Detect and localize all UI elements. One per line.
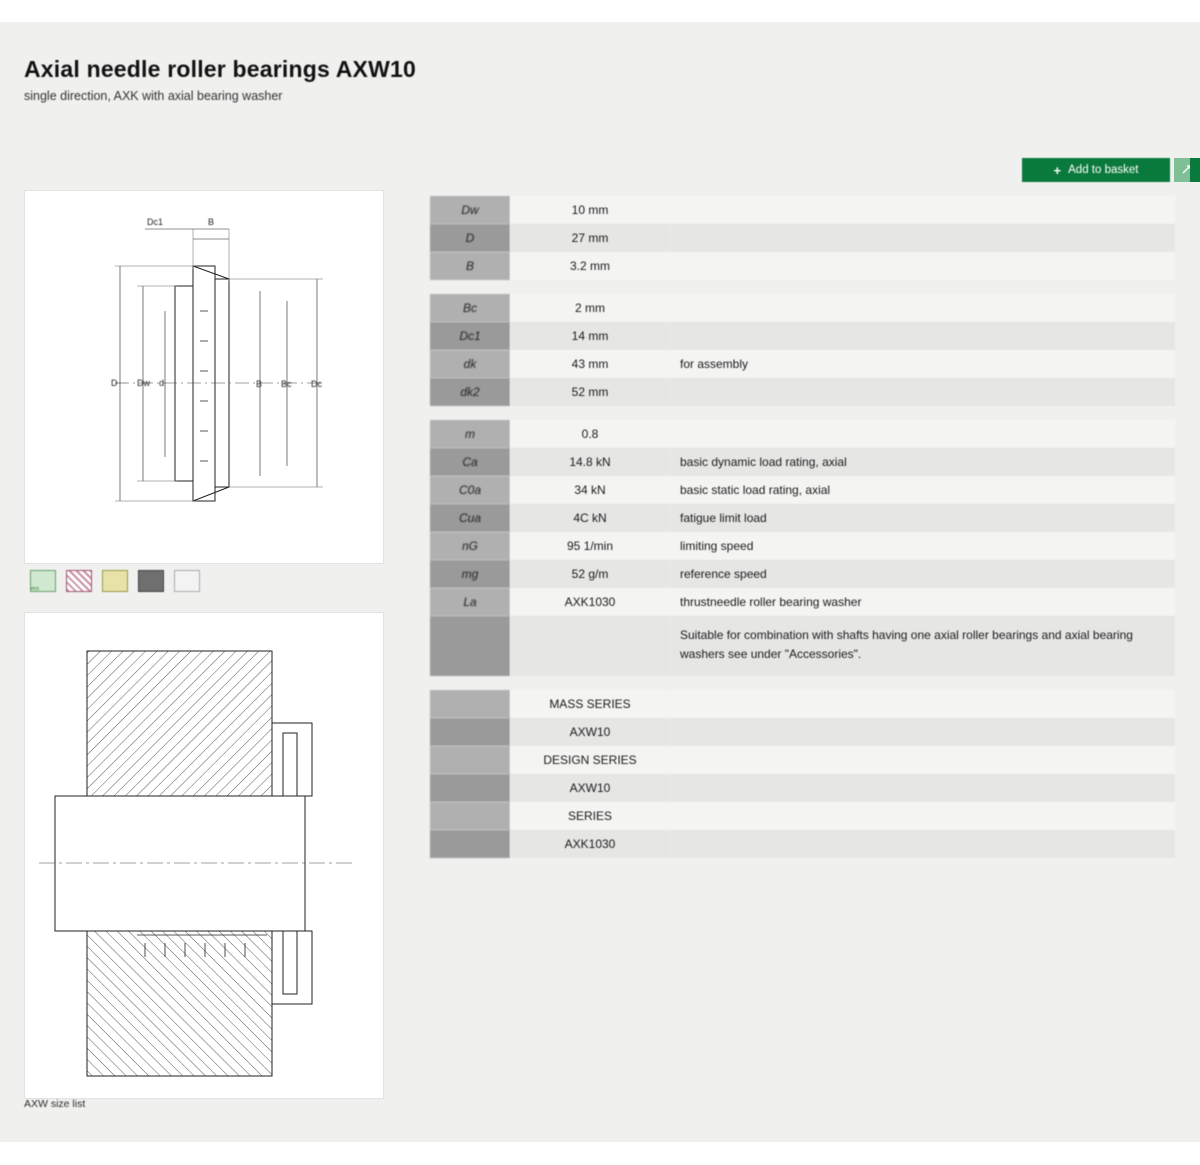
series-block: [430, 690, 1175, 858]
row-value: 52 g/m: [510, 560, 670, 588]
row-symbol: Cua: [430, 504, 510, 532]
svg-text:D: D: [111, 378, 118, 388]
page-header: [24, 56, 1024, 103]
table-row: [430, 224, 1175, 252]
row-description: reference speed: [670, 560, 1175, 588]
row-description: basic static load rating, axial: [670, 476, 1175, 504]
table-row: [430, 532, 1175, 560]
svg-text:B: B: [208, 217, 215, 227]
row-description: fatigue limit load: [670, 504, 1175, 532]
row-value: SERIES: [510, 802, 670, 830]
row-value: AXW10: [510, 774, 670, 802]
cad-icon[interactable]: [174, 570, 200, 592]
row-symbol: La: [430, 588, 510, 616]
row-symbol: mg: [430, 560, 510, 588]
page-subtitle: single direction, AXK with axial bearing washer: [24, 89, 283, 103]
note-text: Suitable for combination with shafts having one axial roller bearings and axial bearing washers see under "Accessories".: [670, 616, 1175, 676]
row-value: DESIGN SERIES: [510, 746, 670, 774]
row-symbol: [430, 690, 510, 718]
mounting-drawing: [25, 613, 383, 1096]
row-description: [670, 294, 1175, 322]
add-to-basket-button[interactable]: [1022, 158, 1170, 182]
technical-drawing-card: [24, 190, 384, 564]
row-symbol: B: [430, 252, 510, 280]
table-row: [430, 802, 1175, 830]
footnote: AXW size list: [24, 1098, 86, 1110]
table-row: [430, 746, 1175, 774]
add-to-basket-label: Add to basket: [1068, 164, 1139, 176]
row-symbol: Bc: [430, 294, 510, 322]
tool-icon[interactable]: [138, 570, 164, 592]
technical-drawing: [25, 191, 383, 561]
specification-table: [430, 196, 1175, 872]
row-description: [670, 224, 1175, 252]
page-title: Axial needle roller bearings AXW10: [24, 56, 416, 82]
row-value: 2 mm: [510, 294, 670, 322]
row-description: [670, 718, 1175, 746]
row-description: basic dynamic load rating, axial: [670, 448, 1175, 476]
row-symbol: [430, 746, 510, 774]
table-row: [430, 420, 1175, 448]
row-value: AXK1030: [510, 830, 670, 858]
row-value: MASS SERIES: [510, 690, 670, 718]
dimension-group-1: [430, 196, 1175, 280]
row-description: [670, 252, 1175, 280]
table-row: [430, 588, 1175, 616]
row-value: [510, 616, 670, 676]
table-row: [430, 350, 1175, 378]
row-symbol: dk2: [430, 378, 510, 406]
row-symbol: Dc1: [430, 322, 510, 350]
row-description: [670, 746, 1175, 774]
row-symbol: m: [430, 420, 510, 448]
row-symbol: Ca: [430, 448, 510, 476]
row-symbol: [430, 802, 510, 830]
note-row: [430, 616, 1175, 676]
row-symbol: [430, 718, 510, 746]
row-description: limiting speed: [670, 532, 1175, 560]
row-symbol: dk: [430, 350, 510, 378]
table-row: [430, 504, 1175, 532]
toolbar: [1022, 158, 1200, 182]
row-description: [670, 322, 1175, 350]
table-row: [430, 322, 1175, 350]
mounting-drawing-card: [24, 612, 384, 1099]
row-description: [670, 802, 1175, 830]
row-description: for assembly: [670, 350, 1175, 378]
row-symbol: [430, 616, 510, 676]
table-row: [430, 252, 1175, 280]
row-value: 14.8 kN: [510, 448, 670, 476]
load-rating-group: [430, 420, 1175, 676]
row-description: thrustneedle roller bearing washer: [670, 588, 1175, 616]
row-value: AXK1030: [510, 588, 670, 616]
row-description: [670, 196, 1175, 224]
table-row: [430, 690, 1175, 718]
svg-text:Dc: Dc: [311, 379, 322, 389]
row-value: 4C kN: [510, 504, 670, 532]
dimension-group-2: [430, 294, 1175, 406]
plus-icon: +: [1053, 162, 1062, 178]
row-symbol: [430, 774, 510, 802]
lubrication-icon[interactable]: [102, 570, 128, 592]
row-symbol: Dw: [430, 196, 510, 224]
table-row: [430, 830, 1175, 858]
hatch-icon[interactable]: [66, 570, 92, 592]
row-symbol: [430, 830, 510, 858]
row-value: 27 mm: [510, 224, 670, 252]
row-symbol: D: [430, 224, 510, 252]
table-row: [430, 774, 1175, 802]
svg-text:d: d: [159, 378, 165, 388]
svg-text:Bc: Bc: [281, 379, 292, 389]
row-value: 34 kN: [510, 476, 670, 504]
row-description: [670, 420, 1175, 448]
row-value: 14 mm: [510, 322, 670, 350]
table-row: [430, 378, 1175, 406]
row-value: 52 mm: [510, 378, 670, 406]
table-row: [430, 718, 1175, 746]
feature-icon-row: [24, 564, 384, 598]
table-row: [430, 196, 1175, 224]
table-row: [430, 448, 1175, 476]
row-value: 3.2 mm: [510, 252, 670, 280]
next-page-button[interactable]: [1190, 158, 1200, 182]
row-description: [670, 774, 1175, 802]
left-column: [24, 190, 384, 1099]
row-description: [670, 690, 1175, 718]
eco-icon[interactable]: eco: [30, 570, 56, 592]
row-value: 95 1/min: [510, 532, 670, 560]
row-description: [670, 830, 1175, 858]
row-value: 10 mm: [510, 196, 670, 224]
row-description: [670, 378, 1175, 406]
row-symbol: nG: [430, 532, 510, 560]
row-symbol: C0a: [430, 476, 510, 504]
table-row: [430, 560, 1175, 588]
svg-text:Dc1: Dc1: [147, 217, 164, 227]
row-value: 43 mm: [510, 350, 670, 378]
row-value: AXW10: [510, 718, 670, 746]
row-value: 0.8: [510, 420, 670, 448]
svg-text:Dw: Dw: [137, 378, 150, 388]
table-row: [430, 476, 1175, 504]
svg-text:B: B: [256, 379, 263, 389]
table-row: [430, 294, 1175, 322]
